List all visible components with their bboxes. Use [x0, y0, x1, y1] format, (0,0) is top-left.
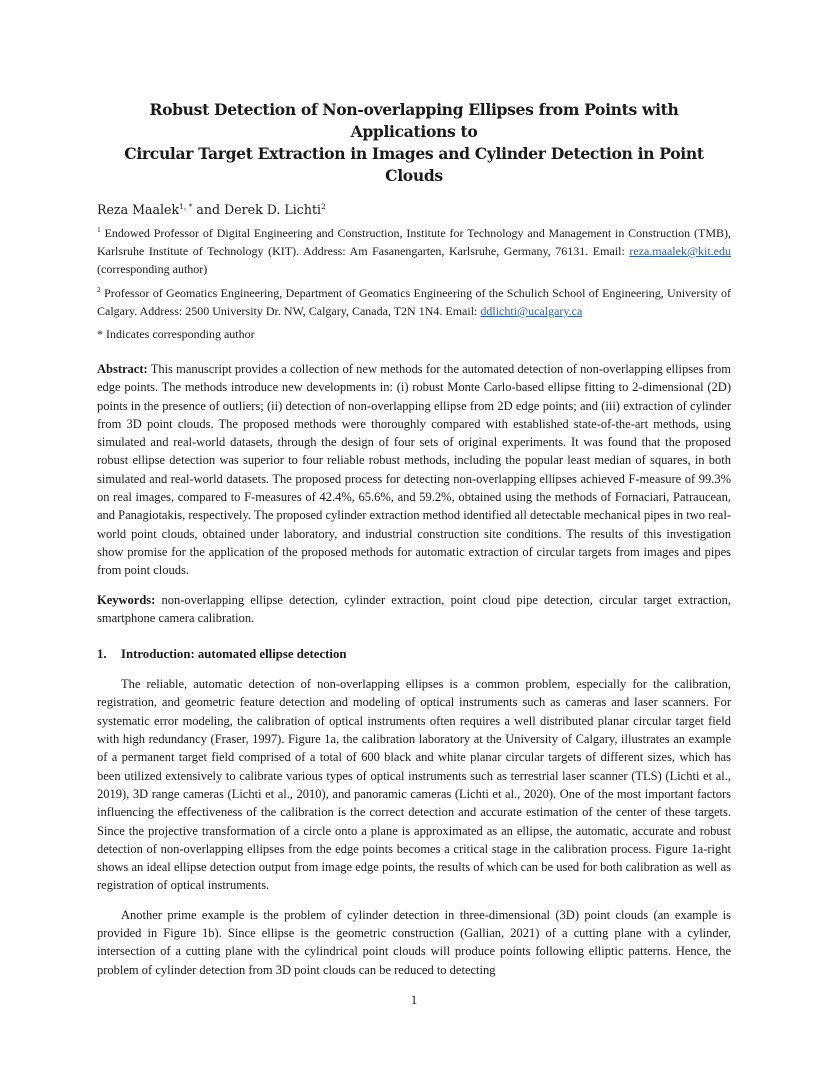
abstract	[97, 360, 731, 580]
corresponding-note	[97, 325, 731, 343]
email-link-lichti[interactable]: ddlichti@ucalgary.ca	[480, 304, 583, 318]
author-list	[97, 201, 731, 219]
section-title: Introduction: automated ellipse detection	[121, 647, 347, 662]
intro-paragraph-2: Another prime example is the problem of cylinder detection in three-dimensional (3D) point clouds (an example is provided in Figure 1b). Since ellipse is the geometric construction (Gallian, 2021) of a cutting plane with a cylinder, intersection of a cutting plane with the cylindrical point clouds will produce points following elliptic patterns. Hence, the problem of cylinder detection from 3D point clouds can be reduced to detecting	[97, 907, 731, 977]
corresponding-text: Indicates corresponding author	[103, 327, 255, 341]
keywords	[97, 591, 731, 628]
affiliation-2-superscript: 2	[97, 285, 101, 294]
abstract-text: This manuscript provides a collection of new methods for the automated detection of non-overlapping ellipses from edge points. The methods introduce new developments in: (i) robust Monte Carlo-based ellipse fitting to 2-dimensional (2D) points in the presence of outliers; (ii) detection of non-overlapping ellipse from 2D edge points; and (iii) extraction of cylinder from 3D point clouds. The proposed methods were thoroughly compared with established state-of-the-art methods, using simulated and real-world datasets, through the design of four sets of original experiments. It was found that the proposed robust ellipse detection was superior to four reliable robust methods, including the popular least median of squares, in both simulated and real-world datasets. The proposed process for detecting non-overlapping ellipses achieved F-measure of 99.3% on real images, compared to F-measures of 42.4%, 65.6%, and 59.2%, obtained using the methods of Fornaciari, Patraucean, and Panagiotakis, respectively. The proposed cylinder extraction method identified all detectable mechanical pipes in two real-world point clouds, obtained under laboratory, and industrial construction site conditions. The results of this investigation show promise for the application of the proposed methods for automatic extraction of circular targets from images and pipes from point clouds.	[97, 362, 731, 578]
corresponding-star: *	[97, 327, 103, 341]
affiliation-2-text: Professor of Geomatics Engineering, Department of Geomatics Engineering of the Schulich School of Engineering, University of Calgary. Address: 2500 University Dr. NW, Calgary, Canada, T2N 1N4. Email:	[97, 286, 731, 318]
author-2: Derek D. Lichti	[224, 202, 322, 217]
page-content	[97, 99, 731, 979]
affiliation-1	[97, 224, 731, 278]
section-number: 1.	[97, 647, 107, 662]
author-separator: and	[192, 202, 225, 217]
affiliation-2	[97, 284, 731, 320]
email-link-maalek[interactable]: reza.maalek@kit.edu	[629, 244, 731, 258]
paper-title	[97, 99, 731, 187]
page-number: 1	[410, 993, 418, 1007]
author-1-superscript: 1, *	[179, 201, 193, 211]
affiliation-1-superscript: 1	[97, 225, 101, 234]
author-1: Reza Maalek	[97, 202, 180, 217]
title-line-1: Robust Detection of Non-overlapping Ellipses from Points with Applications to	[149, 100, 679, 141]
section-heading-introduction	[97, 645, 731, 663]
keywords-text: non-overlapping ellipse detection, cylinder extraction, point cloud pipe detection, circular target extraction, smartphone camera calibration.	[97, 592, 731, 625]
keywords-label: Keywords:	[97, 592, 156, 607]
intro-paragraph-1: The reliable, automatic detection of non-overlapping ellipses is a common problem, especially for the calibration, registration, and geometric feature detection and modeling of optical instruments such as cameras and laser scanners. For systematic error modeling, the calibration of optical instruments often requires a well distributed planar circular target field with high redundancy (Fraser, 1997). Figure 1a, the calibration laboratory at the University of Calgary, illustrates an example of a permanent target field comprised of a total of 600 black and white planar circular targets of different sizes, which has been utilized extensively to calibrate various types of optical instruments such as terrestrial laser scanner (TLS) (Lichti et al., 2019), 3D range cameras (Lichti et al., 2010), and panoramic cameras (Lichti et al., 2020). One of the most important factors influencing the effectiveness of the calibration is the correct detection and accurate estimation of the center of these targets. Since the projective transformation of a circle onto a plane is approximated as an ellipse, the automatic, accurate and robust detection of non-overlapping ellipses from the edge points becomes a critical stage in the calibration process. Figure 1a-right shows an ideal ellipse detection output from image edge points, the results of which can be used for both calibration as well as registration of optical instruments.	[97, 677, 731, 893]
abstract-label: Abstract:	[97, 362, 148, 376]
affiliation-1-tail: (corresponding author)	[97, 262, 208, 276]
title-line-2: Circular Target Extraction in Images and Cylinder Detection in Point Clouds	[124, 144, 704, 185]
affiliation-1-text: Endowed Professor of Digital Engineering and Construction, Institute for Technology and Management in Construction (TMB), Karlsruhe Institute of Technology (KIT). Address: Am Fasanengarten, Karlsruhe, Germany, 76131. Email:	[97, 226, 731, 258]
author-2-superscript: 2	[321, 201, 326, 211]
